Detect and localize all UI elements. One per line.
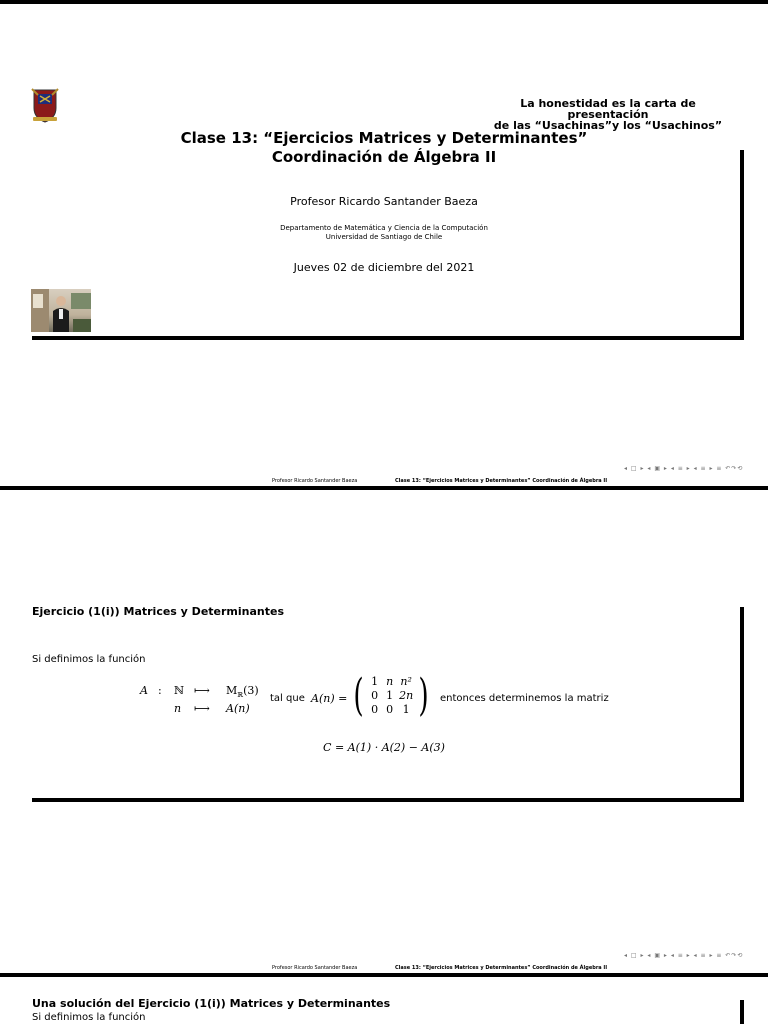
- map-domain: ℕ: [174, 684, 185, 697]
- motto-line-2: de las “Usachinas”y los “Usachinos”: [493, 119, 723, 132]
- tal-que: tal que: [270, 693, 305, 704]
- footer-author: Profesor Ricardo Santander Baeza: [272, 965, 358, 971]
- matrix-cell: n²: [400, 675, 412, 688]
- entonces-text: entonces determinemos la matriz: [440, 693, 609, 704]
- professor-photo: [31, 289, 91, 332]
- frame-bottom-edge: [32, 798, 744, 802]
- map-An: A(n): [226, 702, 250, 716]
- left-paren: (: [353, 670, 364, 721]
- map-colon: :: [158, 684, 162, 697]
- beamer-navigation[interactable]: ◂ □ ▸ ◂ ▣ ▸ ◂ ≡ ▸ ◂ ≡ ▸ ≡ ↶↷⟲: [624, 952, 744, 959]
- slide-separator: [0, 486, 768, 490]
- footer-author: Profesor Ricardo Santander Baeza: [272, 478, 358, 484]
- slide-separator: [0, 973, 768, 977]
- title-line-1: Clase 13: “Ejercicios Matrices y Determinantes”: [180, 129, 588, 147]
- beamer-navigation[interactable]: ◂ □ ▸ ◂ ▣ ▸ ◂ ≡ ▸ ◂ ≡ ▸ ≡ ↶↷⟲: [624, 465, 744, 472]
- map-A: A: [140, 684, 148, 697]
- university: Universidad de Santiago de Chile: [325, 233, 443, 241]
- matrix-cell: n: [386, 675, 394, 688]
- map-n: n: [174, 702, 182, 716]
- shield-icon: [30, 86, 60, 124]
- equation-C: C = A(1) · A(2) − A(3): [323, 741, 445, 754]
- matrix-cell: 0: [371, 703, 379, 716]
- map-M-sub: ℝ: [237, 691, 244, 700]
- slide-separator-top: [0, 0, 768, 4]
- An-equals: A(n) =: [311, 692, 348, 705]
- matrix-cell: 1: [402, 703, 410, 716]
- intro-text: Si definimos la función: [32, 1012, 146, 1023]
- frame-right-edge: [740, 150, 744, 340]
- frame-right-edge: [740, 1000, 744, 1024]
- professor-name: Profesor Ricardo Santander Baeza: [290, 195, 478, 208]
- matrix-cell: 1: [386, 689, 394, 702]
- map-arrow-2: ⟼: [194, 702, 210, 716]
- function-definition: [140, 684, 259, 716]
- matrix-cell: 2n: [399, 689, 414, 702]
- frame-right-edge: [740, 607, 744, 802]
- map-codomain: [226, 684, 259, 702]
- map-M-arg: (3): [243, 684, 259, 697]
- map-arrow-1: ⟼: [194, 684, 210, 697]
- department: Departamento de Matemática y Ciencia de la Computación: [280, 224, 488, 232]
- frame-bottom-edge: [32, 336, 744, 340]
- motto-line-1: La honestidad es la carta de presentación: [520, 97, 696, 121]
- frame-title: Ejercicio (1(i)) Matrices y Determinantes: [32, 605, 285, 618]
- frame-title: Una solución del Ejercicio (1(i)) Matrices y Determinantes: [32, 997, 391, 1010]
- footer-title: Clase 13: “Ejercicios Matrices y Determinantes” Coordinación de Álgebra II: [395, 965, 608, 971]
- intro-text: Si definimos la función: [32, 654, 146, 665]
- matrix-grid: [367, 675, 415, 717]
- date: Jueves 02 de diciembre del 2021: [293, 261, 475, 274]
- matrix-cell: 1: [371, 675, 379, 688]
- university-logo: [30, 86, 60, 124]
- matrix-An: [350, 670, 432, 721]
- right-paren: ): [418, 670, 429, 721]
- matrix-cell: 0: [371, 689, 379, 702]
- title-line-2: Coordinación de Álgebra II: [271, 148, 497, 166]
- presentation-title: [180, 129, 588, 167]
- matrix-cell: 0: [386, 703, 394, 716]
- footer-title: Clase 13: “Ejercicios Matrices y Determinantes” Coordinación de Álgebra II: [395, 478, 608, 484]
- map-M: M: [226, 684, 238, 697]
- motto: [488, 98, 728, 131]
